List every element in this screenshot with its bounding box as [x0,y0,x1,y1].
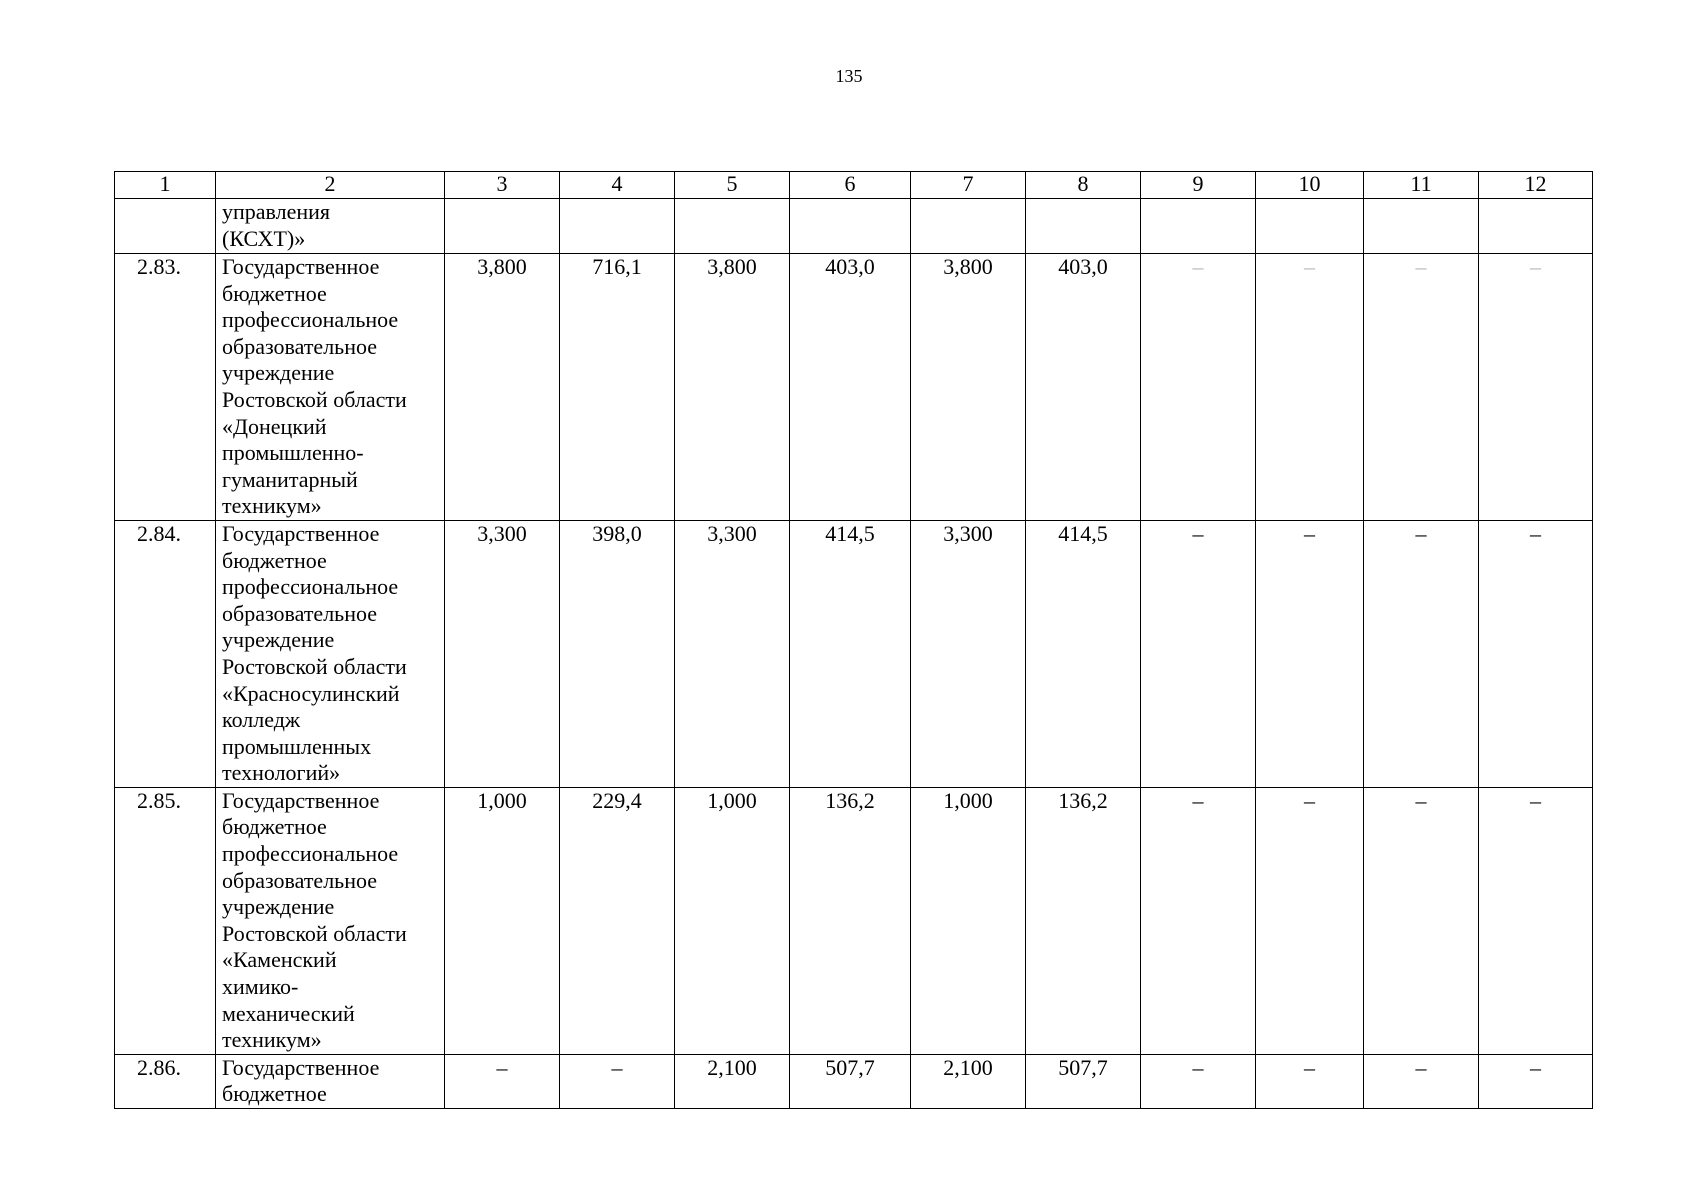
name-line: Государственное [222,787,380,813]
cell-value: 3,800 [911,254,1026,521]
name-line: образовательное [222,867,378,893]
cell-value: 3,300 [445,520,560,787]
table-row [115,199,1593,254]
institution-name [216,199,445,254]
cell-value: 136,2 [790,787,911,1054]
row-index: 2.85. [115,787,216,1054]
cell-value: 1,000 [911,787,1026,1054]
cell-value: 414,5 [790,520,911,787]
cell-value [911,199,1026,254]
cell-value [1141,199,1256,254]
row-index: 2.84. [115,520,216,787]
cell-value: 398,0 [560,520,675,787]
cell-value: – [1364,254,1479,521]
name-line: (КСХТ)» [222,225,306,251]
column-header: 9 [1141,172,1256,199]
cell-value: 414,5 [1026,520,1141,787]
column-header: 5 [675,172,790,199]
name-line: техникум» [222,493,322,519]
cell-value: 403,0 [1026,254,1141,521]
cell-value [1026,199,1141,254]
name-line: бюджетное [222,547,327,573]
column-header: 7 [911,172,1026,199]
cell-value: – [1479,254,1593,521]
name-line: бюджетное [222,280,327,306]
cell-value: – [1141,520,1256,787]
cell-value [1364,199,1479,254]
column-header: 10 [1256,172,1364,199]
name-line: Ростовской области [222,653,407,679]
name-line: профессиональное [222,841,399,867]
name-line: учреждение [222,360,335,386]
name-line: промышленных [222,733,372,759]
cell-value: – [1479,520,1593,787]
cell-value: 507,7 [790,1054,911,1108]
table-row [115,520,1593,787]
institution-name [216,254,445,521]
column-header: 6 [790,172,911,199]
table-row [115,1054,1593,1108]
cell-value: 3,300 [911,520,1026,787]
cell-value: – [1364,520,1479,787]
cell-value: – [1256,254,1364,521]
cell-value: 2,100 [911,1054,1026,1108]
cell-value: – [1364,1054,1479,1108]
name-line: управления [222,199,331,224]
cell-value: 136,2 [1026,787,1141,1054]
name-line: профессиональное [222,307,399,333]
name-line: Государственное [222,520,380,546]
cell-value: – [1479,1054,1593,1108]
row-index: 2.83. [115,254,216,521]
row-index: 2.86. [115,1054,216,1108]
cell-value [1479,199,1593,254]
cell-value: 3,300 [675,520,790,787]
name-line: образовательное [222,333,378,359]
name-line: промышленно- [222,440,364,466]
name-line: бюджетное [222,1081,327,1107]
cell-value: 507,7 [1026,1054,1141,1108]
column-header: 8 [1026,172,1141,199]
name-line: химико- [222,974,299,1000]
cell-value: – [560,1054,675,1108]
name-line: техникум» [222,1027,322,1053]
cell-value: 2,100 [675,1054,790,1108]
cell-value: – [1256,520,1364,787]
cell-value [560,199,675,254]
name-line: Государственное [222,1054,380,1080]
column-header: 11 [1364,172,1479,199]
institution-name [216,520,445,787]
cell-value [445,199,560,254]
cell-value: 716,1 [560,254,675,521]
cell-value [790,199,911,254]
name-line: «Красносулинский [222,680,400,706]
cell-value: – [1364,787,1479,1054]
name-line: Ростовской области [222,920,407,946]
institution-name [216,1054,445,1108]
name-line: учреждение [222,894,335,920]
column-header: 2 [216,172,445,199]
name-line: образовательное [222,600,378,626]
cell-value: 229,4 [560,787,675,1054]
table-row [115,254,1593,521]
page-number: 135 [835,66,863,86]
name-line: Государственное [222,254,380,279]
name-line: технологий» [222,760,341,786]
name-line: механический [222,1000,355,1026]
cell-value: – [1256,1054,1364,1108]
name-line: колледж [222,707,301,733]
cell-value: – [445,1054,560,1108]
cell-value: – [1256,787,1364,1054]
column-header: 1 [115,172,216,199]
cell-value: 3,800 [445,254,560,521]
name-line: «Каменский [222,947,337,973]
cell-value [675,199,790,254]
cell-value: – [1141,787,1256,1054]
cell-value: 403,0 [790,254,911,521]
cell-value: 3,800 [675,254,790,521]
institution-name [216,787,445,1054]
table-header-row [115,172,1593,199]
name-line: гуманитарный [222,466,358,492]
cell-value [1256,199,1364,254]
row-index [115,199,216,254]
name-line: «Донецкий [222,413,327,439]
column-header: 12 [1479,172,1593,199]
name-line: Ростовской области [222,386,407,412]
cell-value: – [1479,787,1593,1054]
name-line: профессиональное [222,574,399,600]
name-line: учреждение [222,627,335,653]
table-row [115,787,1593,1054]
column-header: 3 [445,172,560,199]
name-line: бюджетное [222,814,327,840]
cell-value: – [1141,1054,1256,1108]
cell-value: – [1141,254,1256,521]
cell-value: 1,000 [675,787,790,1054]
data-table [114,171,1593,1109]
column-header: 4 [560,172,675,199]
cell-value: 1,000 [445,787,560,1054]
